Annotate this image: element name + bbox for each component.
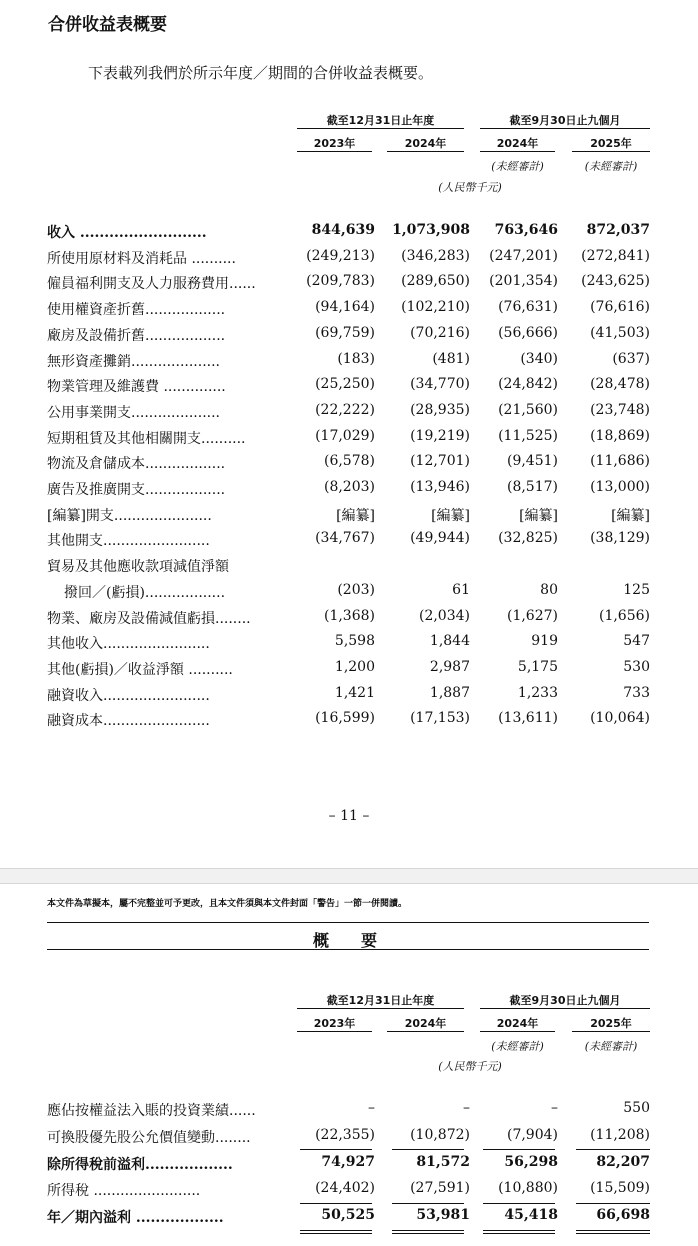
row-value: 61: [452, 581, 470, 598]
table-row: [0, 299, 698, 323]
header-unit: (人民幣千元): [438, 181, 502, 194]
header-year-2025-interim: 2025年: [572, 1015, 650, 1032]
row-label: 物流及倉儲成本..................: [47, 456, 226, 473]
total-rule-double-2-2025-interim: [576, 1233, 650, 1234]
row-value: (32,825): [498, 530, 558, 547]
row-value: [編纂]: [336, 507, 375, 524]
row-value: –: [463, 1100, 470, 1116]
row-value: (34,767): [315, 530, 375, 547]
header-year-2025-interim: 2025年: [572, 135, 650, 152]
row-label: 撥回／(虧損)..................: [64, 584, 226, 601]
row-value: 74,927: [321, 1153, 375, 1170]
row-value: (25,250): [315, 376, 375, 393]
row-label: 廠房及設備折舊..................: [47, 327, 226, 344]
row-label: 物業管理及維護費 ..............: [47, 379, 226, 396]
row-value: (24,842): [498, 376, 558, 393]
row-value: (23,748): [590, 401, 650, 418]
row-value: (15,509): [590, 1180, 650, 1197]
row-value: (1,368): [323, 607, 375, 624]
total-rule-double-1-2023: [300, 1230, 372, 1231]
table-row: [0, 633, 698, 657]
row-value: 125: [623, 581, 650, 598]
table-row: [0, 248, 698, 272]
row-value: 763,646: [494, 222, 558, 238]
row-value: (13,000): [590, 479, 650, 495]
subtotal-rule-2024-interim: [483, 1149, 555, 1150]
table-row: [0, 608, 698, 632]
row-value: (11,525): [498, 427, 558, 444]
page-number: – 11 –: [328, 808, 370, 824]
row-value: (2,034): [418, 607, 470, 624]
row-value: (8,203): [323, 479, 375, 495]
row-value: (289,650): [401, 273, 470, 290]
header-group-nine-months: 截至9月30日止九個月: [480, 992, 650, 1009]
row-value: 5,175: [517, 658, 558, 675]
header-unaudited-2024: (未經審計): [491, 1040, 544, 1053]
row-value: 919: [531, 633, 558, 650]
row-value: (76,631): [498, 299, 558, 316]
row-value: 1,073,908: [392, 222, 470, 238]
row-value: 45,418: [504, 1207, 558, 1224]
row-value: (10,872): [410, 1126, 470, 1143]
row-value: 844,639: [311, 222, 375, 238]
row-value: (22,355): [315, 1126, 375, 1143]
header-group-annual: 截至12月31日止年度: [297, 992, 464, 1009]
row-label: 融資收入........................: [47, 687, 210, 704]
row-value: 5,598: [334, 633, 375, 650]
row-value: (16,599): [315, 710, 375, 727]
row-value: 872,037: [586, 222, 650, 238]
row-value: (11,208): [590, 1126, 650, 1143]
row-value: (9,451): [506, 453, 558, 470]
row-value: (13,946): [410, 479, 470, 495]
total-rule-double-1-2024: [392, 1230, 464, 1231]
table-row: [0, 505, 698, 529]
row-value: 53,981: [416, 1207, 470, 1224]
row-value: (249,213): [306, 247, 375, 264]
row-label: 廣告及推廣開支..................: [47, 482, 226, 498]
row-value: (17,153): [410, 710, 470, 727]
row-value: 1,200: [334, 658, 375, 675]
row-value: (13,611): [498, 710, 558, 727]
row-label: 融資成本........................: [47, 713, 210, 730]
row-value: (481): [432, 350, 470, 367]
row-value: 66,698: [596, 1207, 650, 1224]
header-year-2023: 2023年: [297, 1015, 372, 1032]
row-value: [編纂]: [431, 507, 470, 524]
total-rule-double-2-2024: [392, 1233, 464, 1234]
row-value: (637): [612, 350, 650, 367]
row-value: 547: [623, 633, 650, 650]
table-row: [0, 530, 698, 554]
table-row: [0, 376, 698, 400]
total-rule-top-2024: [392, 1203, 464, 1204]
total-rule-double-1-2024-interim: [483, 1230, 555, 1231]
row-value: (10,880): [498, 1180, 558, 1197]
table-row: [0, 582, 698, 606]
row-value: 56,298: [504, 1153, 558, 1170]
section-title: 合併收益表概要: [48, 15, 167, 35]
row-value: 550: [623, 1100, 650, 1116]
row-value: –: [368, 1100, 375, 1116]
row-value: (1,627): [506, 607, 558, 624]
header-group-nine-months: 截至9月30日止九個月: [480, 112, 650, 129]
row-value: (8,517): [506, 479, 558, 495]
row-label: 所得稅 ........................: [47, 1183, 201, 1200]
row-value: (243,625): [581, 273, 650, 290]
row-label: 其他開支........................: [47, 533, 210, 550]
header-rule-top: [47, 922, 649, 923]
header-unit: (人民幣千元): [438, 1060, 502, 1073]
row-value: (76,616): [590, 299, 650, 316]
row-value: 2,987: [429, 658, 470, 675]
table-row: [0, 1207, 698, 1231]
row-value: (18,869): [590, 427, 650, 444]
row-value: 530: [623, 658, 650, 675]
row-label: 公用事業開支....................: [47, 404, 221, 421]
row-value: 1,844: [429, 633, 470, 650]
draft-notice: 本文件為草擬本，屬不完整並可予更改，且本文件須與本文件封面「警告」一節一併閱讀。: [47, 899, 408, 909]
row-label: 其他(虧損)／收益淨額 ..........: [47, 661, 233, 678]
row-value: –: [551, 1100, 558, 1116]
header-unaudited-2025: (未經審計): [584, 160, 638, 173]
table-row: [0, 659, 698, 683]
row-value: [編纂]: [519, 507, 558, 524]
intro-text: 下表載列我們於所示年度／期間的合併收益表概要。: [88, 64, 434, 82]
page-title: 概 要: [312, 931, 385, 950]
row-value: (70,216): [410, 324, 470, 341]
row-value: 1,233: [517, 684, 558, 701]
header-unaudited-2024: (未經審計): [491, 160, 544, 173]
row-label: 可換股優先股公允價值變動........: [47, 1129, 251, 1146]
row-value: (41,503): [590, 324, 650, 341]
row-value: (209,783): [306, 273, 375, 290]
table-row: [0, 325, 698, 349]
header-year-2024-interim: 2024年: [480, 135, 555, 152]
total-rule-top-2023: [300, 1203, 372, 1204]
row-label: 貿易及其他應收款項減值淨額: [47, 559, 229, 576]
subtotal-rule-2025-interim: [576, 1149, 650, 1150]
row-value: 81,572: [416, 1153, 470, 1170]
row-label: 短期租賃及其他相關開支..........: [47, 430, 246, 447]
total-rule-double-2-2024-interim: [483, 1233, 555, 1234]
row-label: [編纂]開支......................: [47, 507, 212, 524]
subtotal-rule-2024: [392, 1149, 464, 1150]
table-row: [0, 402, 698, 426]
subtotal-rule-2023: [300, 1149, 372, 1150]
row-value: 50,525: [321, 1207, 375, 1224]
table-row: [0, 222, 698, 246]
row-label: 年／期內溢利 ..................: [47, 1210, 224, 1227]
row-value: (11,686): [590, 453, 650, 470]
row-label: 其他收入........................: [47, 636, 210, 653]
table-row: [0, 1154, 698, 1178]
row-value: (28,935): [410, 401, 470, 418]
row-value: (247,201): [489, 247, 558, 264]
table-row: [0, 1180, 698, 1204]
row-label: 收入 ..........................: [47, 225, 207, 241]
row-value: (183): [337, 350, 375, 367]
row-value: 733: [623, 684, 650, 701]
row-value: (34,770): [410, 376, 470, 393]
row-value: (203): [337, 581, 375, 598]
row-value: (22,222): [315, 401, 375, 418]
row-value: 1,887: [429, 684, 470, 701]
table-row: [0, 685, 698, 709]
row-value: (24,402): [315, 1180, 375, 1197]
table-row: [0, 1127, 698, 1151]
row-value: (346,283): [401, 247, 470, 264]
row-value: 82,207: [596, 1153, 650, 1170]
row-label: 除所得稅前溢利..................: [47, 1156, 233, 1173]
row-label: 無形資產攤銷....................: [47, 353, 221, 370]
row-value: (12,701): [410, 453, 470, 470]
row-value: (340): [520, 350, 558, 367]
row-value: (10,064): [590, 710, 650, 727]
row-value: (272,841): [581, 247, 650, 264]
row-label: 僱員福利開支及人力服務費用......: [47, 276, 256, 293]
table-row: [0, 556, 698, 580]
table-row: [0, 453, 698, 477]
total-rule-double-2-2023: [300, 1233, 372, 1234]
row-value: (1,656): [598, 607, 650, 624]
total-rule-top-2025-interim: [576, 1203, 650, 1204]
row-value: (7,904): [506, 1126, 558, 1143]
row-value: (56,666): [498, 324, 558, 341]
table-row: [0, 351, 698, 375]
page-separator: [0, 868, 698, 884]
header-year-2024: 2024年: [387, 1015, 464, 1032]
header-group-annual: 截至12月31日止年度: [297, 112, 464, 129]
row-value: (69,759): [315, 324, 375, 341]
table-row: [0, 1100, 698, 1124]
header-rule-bottom: [47, 949, 649, 950]
row-value: (17,029): [315, 427, 375, 444]
table-row: [0, 428, 698, 452]
header-year-2023: 2023年: [297, 135, 372, 152]
row-value: (38,129): [590, 530, 650, 547]
row-value: (28,478): [590, 376, 650, 393]
row-value: (19,219): [410, 427, 470, 444]
header-year-2024: 2024年: [387, 135, 464, 152]
row-label: 使用權資產折舊..................: [47, 302, 226, 319]
row-label: 物業、廠房及設備減值虧損........: [47, 610, 251, 627]
row-value: (21,560): [498, 401, 558, 418]
table-row: [0, 273, 698, 297]
row-label: 所使用原材料及消耗品 ..........: [47, 250, 236, 267]
row-value: (201,354): [489, 273, 558, 290]
total-rule-top-2024-interim: [483, 1203, 555, 1204]
row-label: 應佔按權益法入賬的投資業績......: [47, 1103, 256, 1119]
total-rule-double-1-2025-interim: [576, 1230, 650, 1231]
header-year-2024-interim: 2024年: [480, 1015, 555, 1032]
row-value: (102,210): [401, 299, 470, 316]
row-value: (94,164): [315, 299, 375, 316]
table-row: [0, 479, 698, 503]
header-unaudited-2025: (未經審計): [584, 1040, 638, 1053]
row-value: [編纂]: [611, 507, 650, 524]
row-value: (27,591): [410, 1180, 470, 1197]
row-value: (6,578): [323, 453, 375, 470]
row-value: (49,944): [410, 530, 470, 547]
row-value: 1,421: [334, 684, 375, 701]
table-row: [0, 710, 698, 734]
row-value: 80: [540, 581, 558, 598]
